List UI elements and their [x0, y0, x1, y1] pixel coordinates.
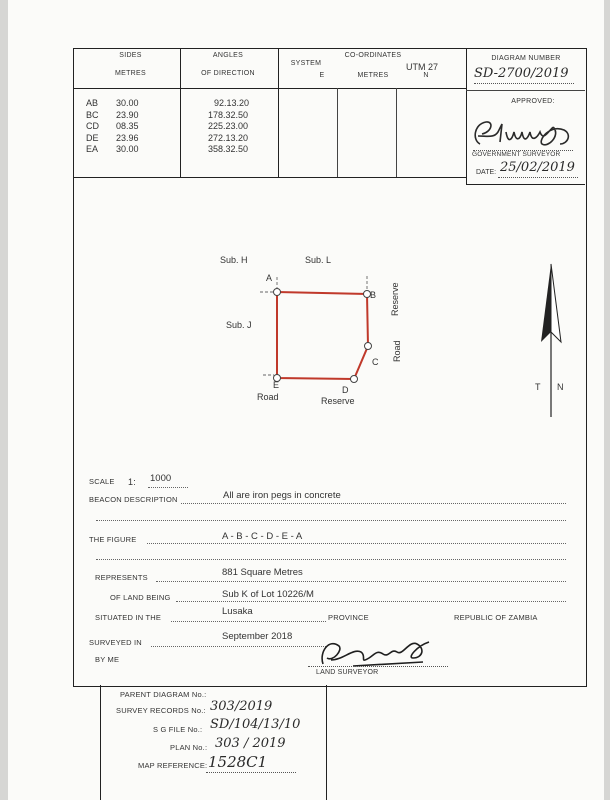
north-arrow-icon [536, 262, 566, 422]
represents-value: 881 Square Metres [222, 567, 303, 578]
beacon-e-label: E [273, 380, 280, 390]
sg-file-label: S G FILE No.: [153, 725, 203, 734]
beacon-b-label: B [370, 290, 377, 300]
road-bottom-label: Road [257, 392, 279, 402]
situated-label: SITUATED IN THE [95, 613, 162, 622]
parcel-diagram [208, 240, 428, 420]
diagram-number-label: DIAGRAM NUMBER [491, 55, 561, 62]
land-surveyor-line [308, 666, 448, 667]
label-sub-j: Sub. J [226, 320, 252, 330]
map-reference-label: MAP REFERENCE: [138, 761, 208, 770]
figure-value: A - B - C - D - E - A [222, 531, 303, 542]
easting-label: E [319, 72, 325, 79]
survey-records-value: 303/2019 [210, 699, 273, 714]
of-direction-header: OF DIRECTION [201, 70, 255, 77]
surveyed-dots [151, 646, 326, 647]
province-label: PROVINCE [328, 613, 369, 622]
label-sub-l: Sub. L [305, 255, 332, 265]
figure-label: THE FIGURE [89, 535, 137, 544]
date-underline [498, 177, 578, 178]
sg-file-value: SD/104/13/10 [210, 717, 301, 732]
situated-dots [171, 621, 326, 622]
figure-dots-2 [96, 559, 566, 560]
coordinates-header: CO-ORDINATES [344, 52, 402, 59]
date-label: DATE: [476, 169, 497, 176]
beacon-dots-2 [96, 520, 566, 521]
header-divider [73, 88, 466, 89]
by-me-label: BY ME [95, 655, 120, 664]
road-right-label: Road [392, 340, 402, 362]
col-rule-3 [466, 48, 467, 184]
situated-value: Lusaka [222, 606, 253, 617]
utm-label: UTM 27 [406, 62, 439, 72]
approved-divider [466, 90, 585, 91]
diagram-number-value: SD-2700/2019 [474, 66, 569, 81]
plan-value: 303 / 2019 [215, 736, 286, 751]
approved-label: APPROVED: [511, 98, 555, 105]
map-ref-underline [206, 772, 296, 773]
angles-header: ANGLES [212, 52, 244, 59]
sides-header: SIDES [119, 52, 142, 59]
table-row: EA 30.00 358.32.50 [86, 144, 249, 154]
land-being-label: OF LAND BEING [110, 593, 171, 602]
coord-metres-label: METRES [357, 72, 389, 79]
beacon-description-value: All are iron pegs in concrete [223, 490, 341, 501]
republic-label: REPUBLIC OF ZAMBIA [454, 613, 538, 622]
col-rule-2 [278, 48, 279, 177]
represents-dots [156, 581, 566, 582]
map-reference-value: 1528C1 [208, 753, 268, 771]
true-north-t: T [535, 382, 541, 392]
beacon-d-label: D [342, 385, 349, 395]
survey-records-label: SURVEY RECORDS No.: [116, 706, 206, 715]
scale-dots [148, 487, 188, 488]
true-north-n: N [557, 382, 564, 392]
scale-label: SCALE [89, 477, 115, 486]
table-row: AB 30.00 92.13.20 [86, 98, 250, 108]
table-row: DE 23.96 272.13.20 [86, 132, 249, 143]
parcel-boundary [277, 292, 368, 379]
surveyed-label: SURVEYED IN [89, 638, 142, 647]
government-surveyor-signature [468, 114, 583, 152]
diagram-number-underline [474, 83, 574, 84]
label-sub-h: Sub. H [220, 255, 248, 265]
land-being-value: Sub K of Lot 10226/M [222, 589, 314, 600]
land-surveyor-label: LAND SURVEYOR [316, 669, 379, 676]
surveyed-value: September 2018 [222, 631, 293, 642]
beacon-dots [181, 503, 566, 504]
parent-diagram-label: PARENT DIAGRAM No.: [120, 690, 207, 699]
table-row: CD 08.35 225.23.00 [86, 121, 249, 131]
system-header: SYSTEM [290, 60, 322, 67]
sides-table [86, 98, 276, 156]
reserve-bottom-label: Reserve [321, 396, 355, 406]
scale-value: 1000 [150, 473, 172, 484]
beacon-a-label: A [266, 273, 273, 283]
northing-label: N [423, 72, 429, 79]
col-rule-n [396, 88, 397, 177]
land-dots [176, 601, 566, 602]
beacon-c-label: C [372, 357, 379, 367]
reserve-right-label: Reserve [390, 282, 400, 316]
date-value: 25/02/2019 [500, 160, 575, 175]
scale-prefix: 1: [128, 477, 136, 487]
government-surveyor-label: GOVERNMENT SURVEYOR [472, 151, 561, 158]
table-row: BC 23.90 178.32.50 [86, 109, 249, 120]
survey-diagram-sheet [8, 0, 604, 800]
metres-header: METRES [115, 70, 146, 77]
table-bottom [73, 177, 466, 178]
right-block-bottom [466, 184, 585, 185]
col-rule-e [337, 88, 338, 177]
plan-label: PLAN No.: [170, 743, 208, 752]
represents-label: REPRESENTS [95, 573, 148, 582]
beacon-description-label: BEACON DESCRIPTION [89, 495, 178, 504]
figure-dots [147, 543, 566, 544]
